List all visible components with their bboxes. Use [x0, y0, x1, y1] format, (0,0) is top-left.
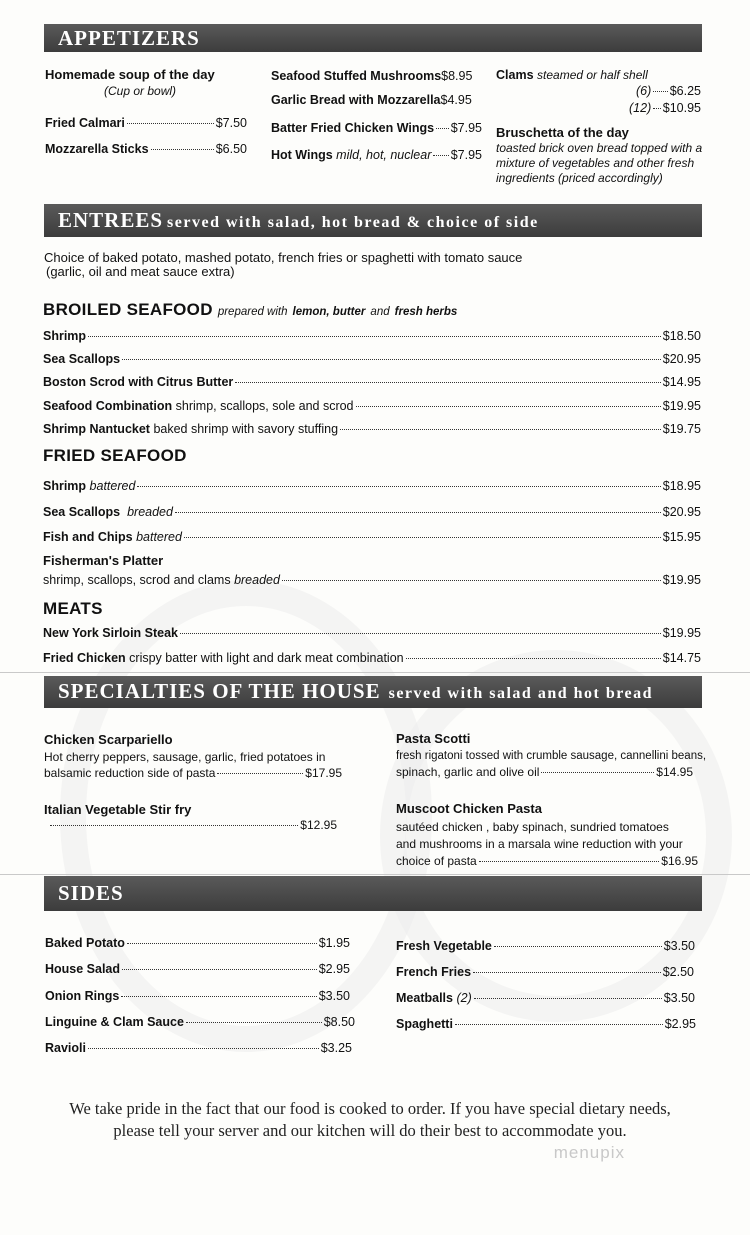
item-name: Fried Calmari: [45, 116, 125, 130]
item-name: Shrimp: [43, 329, 87, 343]
item-price: $20.95: [662, 352, 701, 366]
item-name: Shrimp: [43, 479, 87, 493]
section-note: lemon, butter: [292, 306, 366, 318]
item-description: balsamic reduction side of pasta: [44, 766, 216, 780]
item-price: $1.95: [318, 936, 350, 950]
option-price: $10.95: [662, 101, 701, 115]
item-price: $3.50: [663, 939, 695, 953]
bruschetta-desc-line: ingredients (priced accordingly): [496, 171, 663, 185]
item-description: shrimp, scallops, scrod and clams: [43, 573, 231, 587]
side-item: [45, 989, 350, 1003]
menu-item: [271, 121, 482, 135]
item-price: $19.75: [662, 422, 701, 436]
item-name: Boston Scrod with Citrus Butter: [43, 375, 234, 389]
menu-item: [271, 69, 472, 83]
item-description: breaded: [127, 505, 173, 519]
menu-item: [43, 530, 701, 544]
item-name: Shrimp Nantucket: [43, 422, 150, 436]
menu-item: [45, 142, 247, 156]
item-name: House Salad: [45, 962, 121, 976]
item-price: $8.50: [323, 1015, 355, 1029]
item-description: steamed or half shell: [537, 68, 648, 82]
item-name: Mozzarella Sticks: [45, 142, 149, 156]
appetizers-title: APPETIZERS: [58, 26, 200, 50]
soup-note: (Cup or bowl): [104, 84, 177, 98]
side-item: [396, 965, 694, 979]
section-title: BROILED SEAFOOD: [43, 300, 213, 319]
item-price: $19.95: [662, 573, 701, 587]
item-description: baked shrimp with savory stuffing: [153, 422, 339, 436]
side-item: [45, 1015, 355, 1029]
specialties-header: [44, 676, 702, 708]
section-note: fresh herbs: [394, 306, 458, 318]
item-name: Spaghetti: [396, 1017, 453, 1031]
item-name: Onion Rings: [45, 989, 120, 1003]
menu-item: [44, 766, 342, 780]
menu-item: [271, 148, 482, 162]
scotti-name: Pasta Scotti: [396, 731, 471, 746]
option-price: $6.25: [669, 84, 701, 98]
item-description: battered: [89, 479, 136, 493]
menu-item-clams: [496, 68, 648, 82]
item-price: $17.95: [305, 766, 342, 780]
side-item: [396, 1017, 696, 1031]
bruschetta-desc-line: mixture of vegetables and other fresh: [496, 156, 695, 170]
menu-item: [43, 329, 701, 343]
item-price: $18.95: [662, 479, 701, 493]
item-name: Fried Chicken: [43, 651, 126, 665]
menu-item: [45, 116, 247, 130]
item-price: $14.75: [662, 651, 701, 665]
menu-item: [396, 765, 693, 779]
item-name: Fresh Vegetable: [396, 939, 492, 953]
item-price: $20.95: [662, 505, 701, 519]
bruschetta-name: Bruschetta of the day: [496, 125, 629, 140]
muscoot-desc: and mushrooms in a marsala wine reduction with your: [396, 837, 683, 851]
item-price: $19.95: [662, 626, 701, 640]
entrees-subtitle: served with salad, hot bread & choice of side: [167, 214, 539, 231]
item-price: $8.95: [441, 69, 473, 83]
item-price: $3.25: [320, 1041, 352, 1055]
side-item: [45, 936, 350, 950]
meats-title: MEATS: [43, 599, 103, 618]
muscoot-name: Muscoot Chicken Pasta: [396, 801, 542, 816]
entrees-intro-note: (garlic, oil and meat sauce extra): [46, 264, 235, 279]
item-price: $7.50: [215, 116, 247, 130]
item-name: Meatballs: [396, 991, 453, 1005]
menu-item: [43, 352, 701, 366]
bruschetta-desc-line: toasted brick oven bread topped with a: [496, 141, 703, 155]
item-description: shrimp, scallops, sole and scrod: [175, 399, 354, 413]
item-name: Seafood Combination: [43, 399, 173, 413]
scarpariello-desc: Hot cherry peppers, sausage, garlic, fried potatoes in: [44, 750, 326, 764]
item-price: $18.50: [662, 329, 701, 343]
item-price: $19.95: [662, 399, 701, 413]
item-name: Clams: [496, 68, 534, 82]
option-size: (6): [636, 84, 652, 98]
specialties-subtitle: served with salad and hot bread: [388, 685, 654, 702]
item-name: Garlic Bread with Mozzarella: [271, 93, 441, 107]
sides-title: SIDES: [58, 881, 124, 905]
menu-item: [43, 479, 701, 493]
item-name: Hot Wings: [271, 148, 333, 162]
menu-item: [48, 818, 337, 832]
scan-seam: [0, 874, 750, 875]
side-item: [396, 991, 695, 1005]
side-item: [45, 1041, 352, 1055]
item-price: $2.95: [318, 962, 350, 976]
item-extra: (2): [456, 991, 472, 1005]
fishermans-platter-name: Fisherman's Platter: [43, 553, 164, 568]
section-note: prepared with: [217, 306, 288, 318]
item-name: New York Sirloin Steak: [43, 626, 179, 640]
item-description: choice of pasta: [396, 854, 477, 868]
item-name: Sea Scallops: [43, 352, 121, 366]
item-description: crispy batter with light and dark meat combination: [129, 651, 404, 665]
item-name: French Fries: [396, 965, 472, 979]
footer-line: please tell your server and our kitchen will do their best to accommodate you.: [113, 1121, 627, 1140]
item-price: $12.95: [300, 818, 337, 832]
item-name: Sea Scallops: [43, 505, 121, 519]
menu-item: [43, 422, 701, 436]
specialties-title: SPECIALTIES OF THE HOUSE: [58, 679, 381, 703]
item-price: $3.50: [318, 989, 350, 1003]
menu-item: [271, 93, 472, 107]
item-price: $2.50: [662, 965, 694, 979]
stirfry-name: Italian Vegetable Stir fry: [44, 802, 192, 817]
broiled-seafood-title: [43, 300, 457, 320]
item-name: Ravioli: [45, 1041, 86, 1055]
item-price: $2.95: [664, 1017, 696, 1031]
scotti-desc: fresh rigatoni tossed with crumble sausage, cannellini beans,: [396, 750, 707, 762]
item-name: Baked Potato: [45, 936, 125, 950]
soup-name: Homemade soup of the day: [45, 67, 215, 82]
item-price: $3.50: [663, 991, 695, 1005]
entrees-title: ENTREES: [58, 208, 164, 232]
item-description: spinach, garlic and olive oil: [396, 765, 540, 779]
item-price: $4.95: [440, 93, 472, 107]
menu-item: [43, 651, 701, 665]
muscoot-desc: sautéed chicken , baby spinach, sundried tomatoes: [396, 820, 669, 834]
menu-item: [43, 573, 701, 587]
item-description: mild, hot, nuclear: [336, 148, 432, 162]
clams-option: [636, 84, 701, 98]
footer-line: We take pride in the fact that our food is cooked to order. If you have special dietary needs,: [69, 1099, 671, 1118]
item-price: $7.95: [450, 148, 482, 162]
clams-option: [629, 101, 701, 115]
item-description: breaded: [234, 573, 280, 587]
footer-note: [40, 1098, 700, 1142]
item-description: battered: [136, 530, 182, 544]
item-price: $14.95: [662, 375, 701, 389]
scarpariello-name: Chicken Scarpariello: [44, 732, 173, 747]
source-watermark: menupix: [553, 1143, 625, 1162]
option-size: (12): [629, 101, 652, 115]
item-name: Seafood Stuffed Mushrooms: [271, 69, 442, 83]
entrees-intro: Choice of baked potato, mashed potato, french fries or spaghetti with tomato sauce: [44, 250, 523, 265]
fried-seafood-title: FRIED SEAFOOD: [43, 446, 187, 465]
item-price: $7.95: [450, 121, 482, 135]
menu-item: [43, 375, 701, 389]
menu-item: [43, 505, 701, 519]
sides-header: [44, 876, 702, 911]
menu-item: [43, 399, 701, 413]
item-price: $16.95: [661, 854, 698, 868]
item-price: $6.50: [215, 142, 247, 156]
item-price: $14.95: [656, 765, 693, 779]
scan-seam: [0, 672, 750, 673]
appetizers-header: [44, 24, 702, 52]
item-name: Fish and Chips: [43, 530, 133, 544]
section-note: and: [370, 306, 390, 318]
item-name: Batter Fried Chicken Wings: [271, 121, 435, 135]
side-item: [45, 962, 350, 976]
item-price: $15.95: [662, 530, 701, 544]
side-item: [396, 939, 695, 953]
menu-item: [396, 854, 698, 868]
item-name: Linguine & Clam Sauce: [45, 1015, 184, 1029]
menu-item: [43, 626, 701, 640]
entrees-header: [44, 204, 702, 237]
